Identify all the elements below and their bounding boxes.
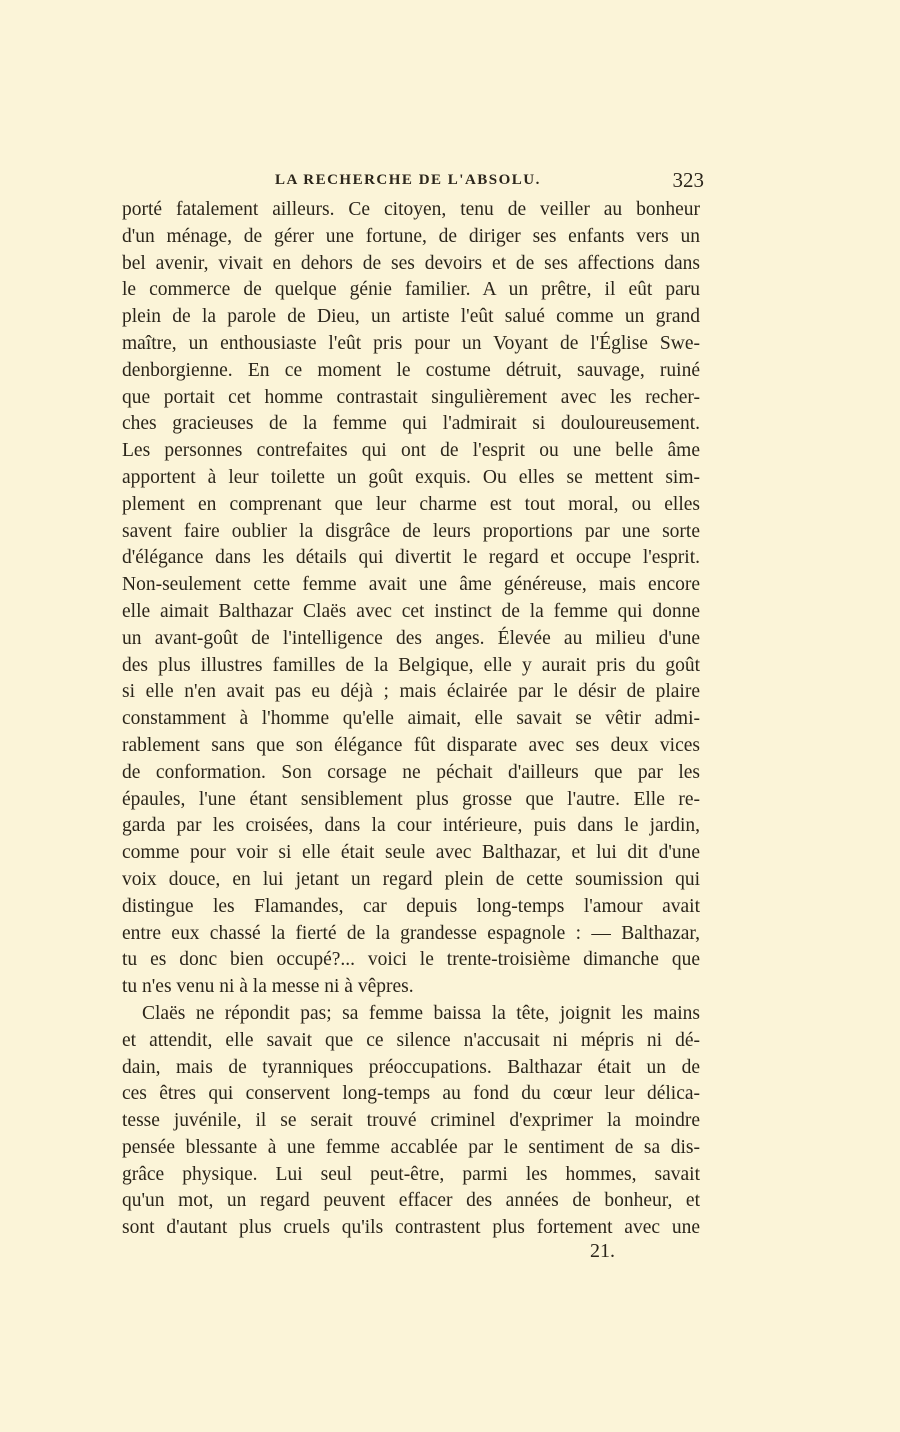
signature-mark: 21. [590, 1240, 615, 1262]
text-line: Non-seulement cette femme avait une âme généreuse, mais encore [122, 574, 700, 596]
text-line: Claës ne répondit pas; sa femme baissa la tête, joignit les mains [142, 1002, 700, 1024]
running-title: LA RECHERCHE DE L'ABSOLU. [275, 172, 541, 188]
text-line: tu n'es venu ni à la messe ni à vêpres. [122, 976, 414, 998]
text-line: plement en comprenant que leur charme est tout moral, ou elles [122, 493, 700, 515]
text-line: voix douce, en lui jetant un regard plein de cette soumission qui [122, 868, 700, 890]
text-line: tesse juvénile, il se serait trouvé criminel d'exprimer la moindre [122, 1110, 700, 1132]
text-line: bel avenir, vivait en dehors de ses devoirs et de ses affections dans [122, 252, 700, 274]
text-line: si elle n'en avait pas eu déjà ; mais éclairée par le désir de plaire [122, 681, 700, 703]
text-line: le commerce de quelque génie familier. A un prêtre, il eût paru [122, 279, 700, 301]
text-line: constamment à l'homme qu'elle aimait, elle savait se vêtir admi- [122, 708, 700, 730]
text-line: sont d'autant plus cruels qu'ils contrastent plus fortement avec une [122, 1217, 700, 1239]
page-number: 323 [672, 168, 704, 192]
text-line: un avant-goût de l'intelligence des anges. Élevée au milieu d'une [122, 627, 700, 649]
text-line: tu es donc bien occupé?... voici le trente-troisième dimanche que [122, 949, 700, 971]
text-line: apportent à leur toilette un goût exquis. Ou elles se mettent sim- [122, 466, 700, 488]
text-line: de conformation. Son corsage ne péchait d'ailleurs que par les [122, 761, 700, 783]
text-line: garda par les croisées, dans la cour intérieure, puis dans le jardin, [122, 815, 700, 837]
text-line: grâce physique. Lui seul peut-être, parmi les hommes, savait [122, 1163, 700, 1185]
text-line: ches gracieuses de la femme qui l'admirait si douloureusement. [122, 413, 700, 435]
body-text [122, 197, 700, 1242]
text-line: d'élégance dans les détails qui divertit le regard et occupe l'esprit. [122, 547, 700, 569]
text-line: entre eux chassé la fierté de la grandesse espagnole : — Balthazar, [122, 922, 700, 944]
text-line: et attendit, elle savait que ce silence n'accusait ni mépris ni dé- [122, 1029, 700, 1051]
text-line: maître, un enthousiaste l'eût pris pour un Voyant de l'Église Swe- [122, 332, 700, 354]
text-line: distingue les Flamandes, car depuis long-temps l'amour avait [122, 895, 700, 917]
text-line: que portait cet homme contrastait singulièrement avec les recher- [122, 386, 700, 408]
text-line: rablement sans que son élégance fût disparate avec ses deux vices [122, 734, 700, 756]
text-line: comme pour voir si elle était seule avec Balthazar, et lui dit d'une [122, 842, 700, 864]
running-header [120, 168, 704, 198]
text-line: épaules, l'une étant sensiblement plus grosse que l'autre. Elle re- [122, 788, 700, 810]
text-line: pensée blessante à une femme accablée par le sentiment de sa dis- [122, 1136, 700, 1158]
text-line: d'un ménage, de gérer une fortune, de diriger ses enfants vers un [122, 225, 700, 247]
text-line: des plus illustres familles de la Belgique, elle y aurait pris du goût [122, 654, 700, 676]
text-line: elle aimait Balthazar Claës avec cet instinct de la femme qui donne [122, 600, 700, 622]
text-line: plein de la parole de Dieu, un artiste l'eût salué comme un grand [122, 306, 700, 328]
text-line: qu'un mot, un regard peuvent effacer des années de bonheur, et [122, 1190, 700, 1212]
text-line: dain, mais de tyranniques préoccupations. Balthazar était un de [122, 1056, 700, 1078]
text-line: ces êtres qui conservent long-temps au fond du cœur leur délica- [122, 1083, 700, 1105]
text-line: denborgienne. En ce moment le costume détruit, sauvage, ruiné [122, 359, 700, 381]
text-line: Les personnes contrefaites qui ont de l'esprit ou une belle âme [122, 440, 700, 462]
text-line: porté fatalement ailleurs. Ce citoyen, tenu de veiller au bonheur [122, 199, 700, 220]
text-line: savent faire oublier la disgrâce de leurs proportions par une sorte [122, 520, 700, 542]
